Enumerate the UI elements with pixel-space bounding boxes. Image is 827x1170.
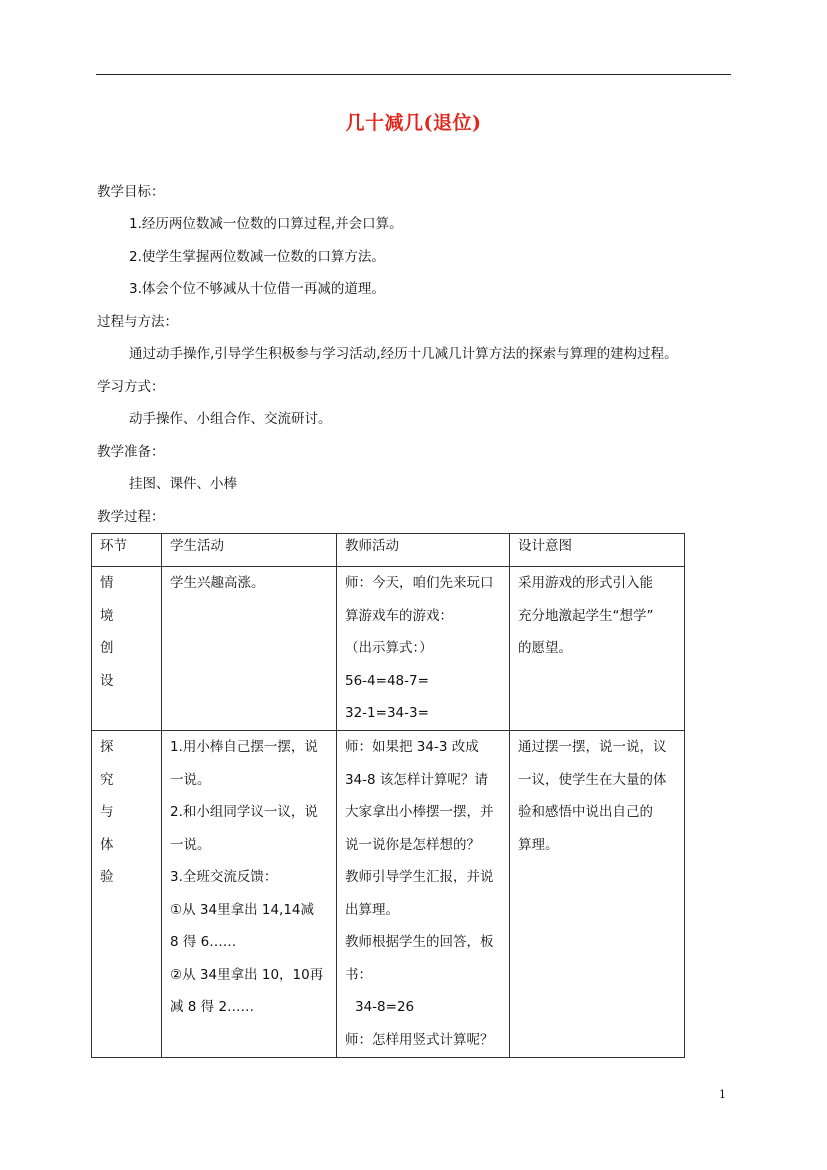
table-row [92, 731, 685, 1058]
stage-char: 探 [100, 739, 114, 755]
design-intent-cell [510, 731, 685, 1058]
stage-char: 究 [100, 771, 114, 788]
column-header-stage: 环节 [92, 534, 162, 567]
cell-line: 一说。 [170, 771, 211, 788]
cell-line: 一议，使学生在大量的体 [518, 771, 667, 788]
document-title: 几十减几(退位) [345, 112, 482, 134]
cell-line: 的愿望。 [518, 640, 572, 656]
method-heading: 过程与方法： [97, 314, 178, 330]
cell-line: 34-8 该怎样计算呢？请 [345, 771, 488, 788]
cell-line: 师：怎样用竖式计算呢？ [345, 1031, 494, 1048]
cell-line: 学生兴趣高涨。 [170, 575, 265, 591]
cell-line: 师：今天，咱们先来玩口 [345, 575, 494, 591]
goals-heading: 教学目标： [97, 184, 165, 200]
teacher-activity-cell [337, 567, 510, 731]
stage-cell [92, 567, 162, 731]
cell-line: 1.用小棒自己摆一摆，说 [170, 739, 318, 755]
cell-line: ②从 34里拿出 10，10再 [170, 966, 324, 983]
cell-line: 说一说你是怎样想的？ [345, 836, 480, 853]
cell-line: 师：如果把 34-3 改成 [345, 739, 479, 755]
table-row [92, 567, 685, 731]
learning-text: 动手操作、小组合作、交流研讨。 [129, 411, 332, 427]
learning-heading: 学习方式： [97, 379, 165, 395]
cell-line: 8 得 6…… [170, 934, 237, 950]
design-intent-cell [510, 567, 685, 731]
cell-line: 算理。 [518, 836, 559, 853]
cell-line: 34-8=26 [355, 999, 415, 1015]
cell-line: 采用游戏的形式引入能 [518, 575, 653, 591]
stage-char: 创 [100, 640, 114, 656]
cell-line: （出示算式：） [345, 640, 433, 656]
cell-line: 32-1=34-3= [345, 705, 429, 721]
student-activity-cell [162, 731, 337, 1058]
column-header-teacher: 教师活动 [337, 534, 510, 567]
column-header-intent: 设计意图 [510, 534, 685, 567]
teacher-activity-cell [337, 731, 510, 1058]
student-activity-cell [162, 567, 337, 731]
cell-line: 出算理。 [345, 901, 399, 918]
prep-heading: 教学准备： [97, 444, 165, 460]
cell-line: 大家拿出小棒摆一摆，并 [345, 804, 494, 820]
cell-line: 一说。 [170, 836, 211, 853]
page-number: 1 [719, 1088, 726, 1101]
goal-item-3: 3.体会个位不够减从十位借一再减的道理。 [129, 281, 385, 297]
cell-line: 减 8 得 2…… [170, 999, 255, 1015]
stage-char: 设 [100, 672, 114, 689]
stage-char: 境 [100, 607, 114, 624]
stage-char: 与 [100, 804, 114, 820]
cell-line: 充分地激起学生“想学” [518, 607, 654, 624]
cell-line: 教师引导学生汇报，并说 [345, 869, 494, 885]
cell-line: ①从 34里拿出 14,14减 [170, 901, 315, 918]
cell-line: 书： [345, 966, 372, 983]
stage-cell [92, 731, 162, 1058]
cell-line: 验和感悟中说出自己的 [518, 804, 653, 820]
method-text: 通过动手操作,引导学生积极参与学习活动,经历十几减几计算方法的探索与算理的建构过程。 [129, 346, 678, 362]
cell-line: 算游戏车的游戏： [345, 607, 453, 624]
cell-line: 2.和小组同学议一议，说 [170, 804, 318, 820]
cell-line: 56-4=48-7= [345, 672, 429, 689]
cell-line: 通过摆一摆，说一说，议 [518, 739, 667, 755]
goal-item-2: 2.使学生掌握两位数减一位数的口算方法。 [129, 249, 385, 265]
table-header-row [92, 534, 685, 567]
stage-char: 情 [100, 575, 114, 591]
column-header-student: 学生活动 [162, 534, 337, 567]
goal-item-1: 1.经历两位数减一位数的口算过程,并会口算。 [129, 216, 403, 232]
cell-line: 3.全班交流反馈： [170, 869, 278, 885]
prep-text: 挂图、课件、小棒 [129, 476, 237, 492]
stage-char: 体 [100, 836, 114, 853]
lesson-process-table [91, 533, 685, 1058]
stage-char: 验 [100, 869, 114, 885]
header-rule [96, 74, 731, 75]
process-heading: 教学过程： [97, 509, 165, 525]
cell-line: 教师根据学生的回答，板 [345, 934, 494, 950]
